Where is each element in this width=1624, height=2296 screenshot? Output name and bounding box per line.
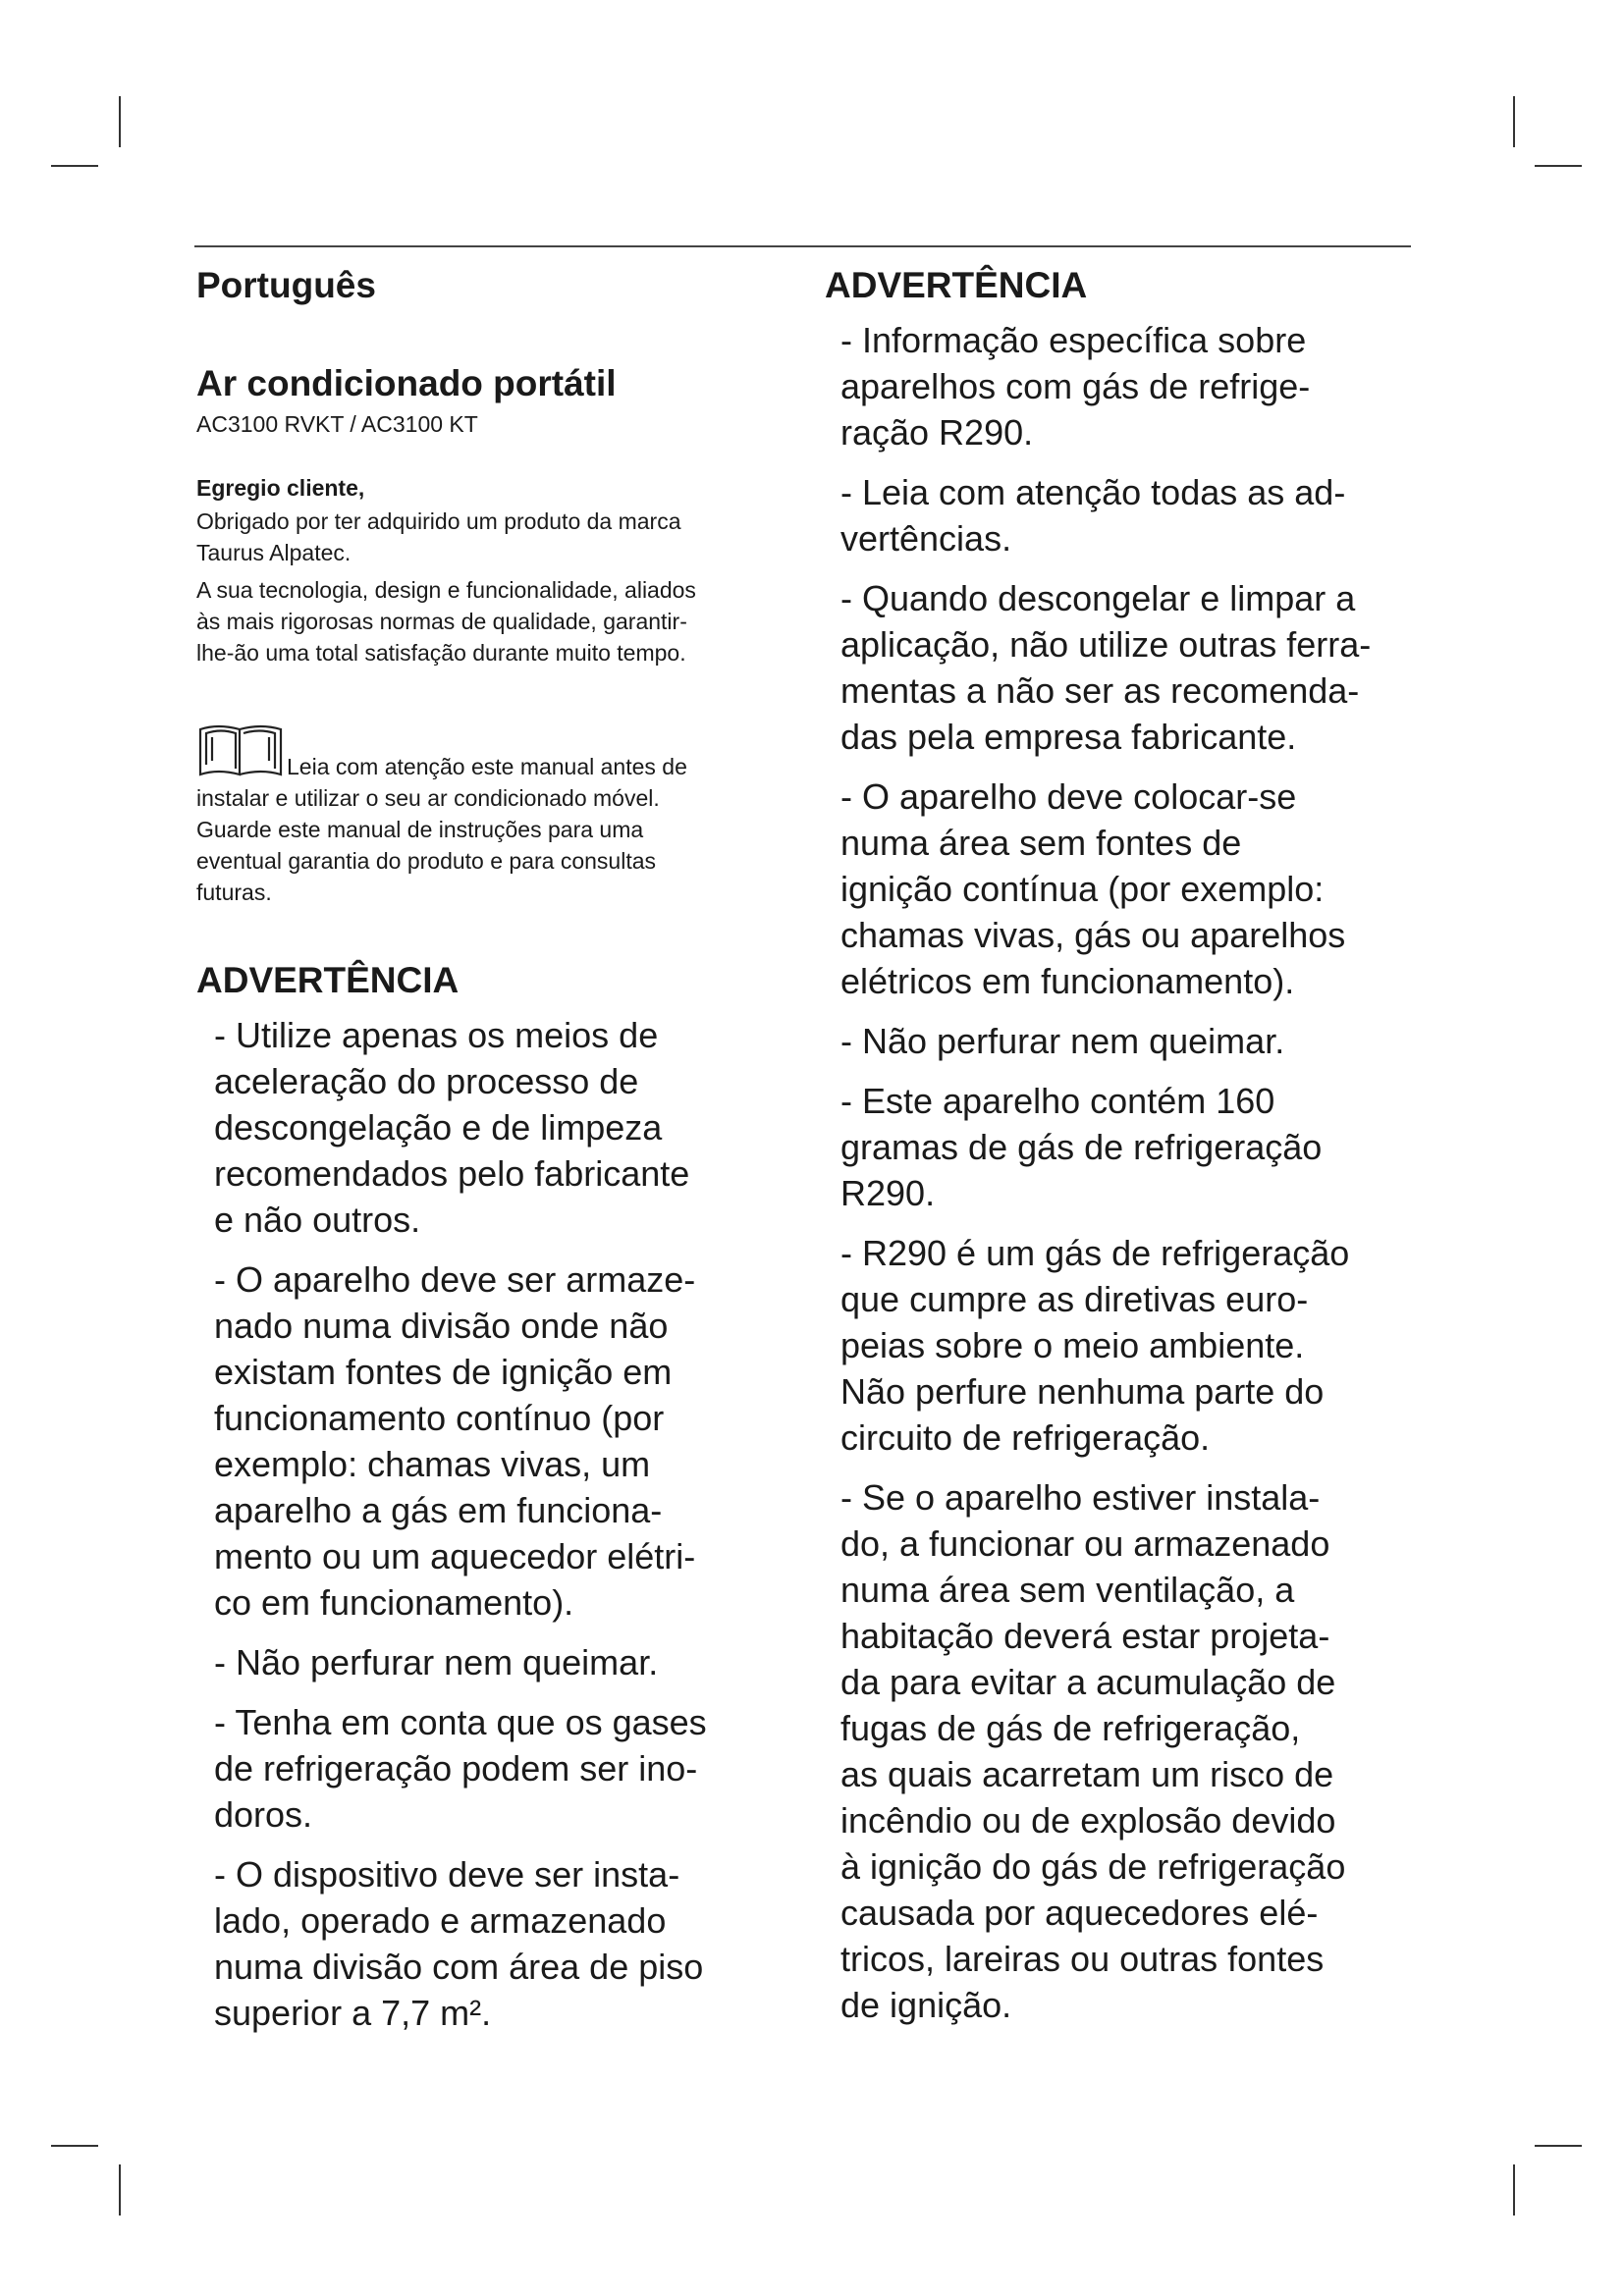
crop-mark-bottom-left-h [51,2145,98,2147]
warning-item: - Não perfurar nem queimar. [840,1021,1285,1061]
book-icon [196,721,285,776]
intro-paragraph-1: Obrigado por ter adquirido um produto da marca Taurus Alpatec. [196,508,681,565]
crop-mark-bottom-right-h [1535,2145,1582,2147]
warning-heading-right: ADVERTÊNCIA [825,265,1088,305]
read-manual-rest: instalar e utilizar o seu ar condicionado móvel. Guarde este manual de instruções para uma eventual garantia do produto e para consultas futuras. [196,785,660,905]
crop-mark-bottom-left-v [119,2164,121,2216]
warning-item: - Não perfurar nem queimar. [214,1642,659,1682]
crop-mark-top-left-h [51,165,98,167]
warning-item: - Quando descongelar e limpar a aplicação, não utilize outras ferra- mentas a não ser as recomenda- das pela empresa fabricante. [840,578,1372,757]
read-manual-notice [196,721,825,908]
right-column [825,260,1434,2042]
left-column [196,260,825,2050]
crop-mark-top-right-v [1513,96,1515,147]
warning-list-left [196,1012,825,2036]
warning-item: - O aparelho deve colocar-se numa área sem fontes de ignição contínua (por exemplo: chamas vivas, gás ou aparelhos elétricos em funcionamento). [840,776,1346,1001]
warning-item: - Informação específica sobre aparelhos com gás de refrige- ração R290. [840,320,1311,453]
warning-item: - Este aparelho contém 160 gramas de gás de refrigeração R290. [840,1081,1323,1213]
warning-heading-left: ADVERTÊNCIA [196,960,460,1000]
warning-item: - R290 é um gás de refrigeração que cumpre as diretivas euro- peias sobre o meio ambiente. Não perfure nenhuma parte do circuito de refrigeração. [840,1233,1350,1458]
read-manual-first-line: Leia com atenção este manual antes de [287,754,687,779]
warning-item: - O aparelho deve ser armaze- nado numa divisão onde não existam fontes de ignição em funcionamento contínuo (por exemplo: chamas vivas, um aparelho a gás em funciona- mento ou um aquecedor elétri- co em funcionamento). [214,1259,696,1623]
warning-list-right [825,317,1434,2028]
warning-item: - Se o aparelho estiver instala- do, a funcionar ou armazenado numa área sem ventilação, a habitação deverá estar projeta- da para evitar a acumulação de fugas de gás de refrigeração, as quais acarretam um risco de incêndio ou de explosão devido à ignição do gás de refrigeração causada por aquecedores elé- tricos, lareiras ou outras fontes de ignição. [840,1477,1346,2025]
warning-item: - Utilize apenas os meios de aceleração do processo de descongelação e de limpeza recomendados pelo fabricante e não outros. [214,1015,690,1240]
warning-item: - Tenha em conta que os gases de refrigeração podem ser ino- doros. [214,1702,707,1835]
crop-mark-bottom-right-v [1513,2164,1515,2216]
crop-mark-top-right-h [1535,165,1582,167]
model-numbers: AC3100 RVKT / AC3100 KT [196,411,478,437]
greeting: Egregio cliente, [196,475,365,501]
language-heading: Português [196,265,376,305]
crop-mark-top-left-v [119,96,121,147]
intro-paragraph-2: A sua tecnologia, design e funcionalidade, aliados às mais rigorosas normas de qualidade, garantir- lhe-ão uma total satisfação durante muito tempo. [196,577,696,666]
product-title: Ar condicionado portátil [196,363,617,403]
warning-item: - O dispositivo deve ser insta- lado, operado e armazenado numa divisão com área de piso superior a 7,7 m². [214,1854,704,2033]
header-rule [194,245,1411,247]
warning-item: - Leia com atenção todas as ad- vertências. [840,472,1346,559]
